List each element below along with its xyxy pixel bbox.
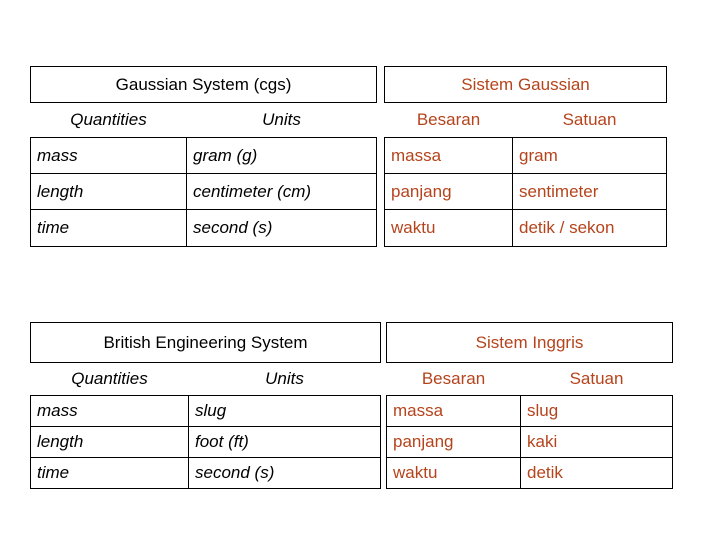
header-quantities: Quantities (70, 110, 147, 129)
unit-cell: slug (189, 396, 381, 427)
gaussian-system-table (30, 66, 667, 247)
satuan-cell: gram (513, 138, 667, 174)
unit-cell: foot (ft) (189, 427, 381, 458)
quantity-cell: time (31, 458, 189, 489)
besaran-cell: waktu (385, 210, 513, 247)
quantity-cell: length (31, 174, 187, 210)
quantity-cell: mass (31, 138, 187, 174)
satuan-cell: slug (521, 396, 673, 427)
besaran-cell: panjang (387, 427, 521, 458)
sistem-gaussian-title: Sistem Gaussian (385, 67, 667, 103)
header-besaran: Besaran (421, 369, 486, 388)
satuan-cell: detik / sekon (513, 210, 667, 247)
british-engineering-system-table (30, 322, 673, 489)
besaran-cell: panjang (385, 174, 513, 210)
quantity-cell: time (31, 210, 187, 247)
satuan-cell: kaki (521, 427, 673, 458)
header-satuan: Satuan (569, 369, 624, 388)
satuan-cell: sentimeter (513, 174, 667, 210)
besaran-cell: massa (387, 396, 521, 427)
quantity-cell: mass (31, 396, 189, 427)
gaussian-system-title: Gaussian System (cgs) (31, 67, 377, 103)
header-besaran: Besaran (416, 110, 481, 129)
satuan-cell: detik (521, 458, 673, 489)
header-units: Units (262, 110, 301, 129)
sistem-inggris-title: Sistem Inggris (387, 323, 673, 363)
unit-cell: centimeter (cm) (187, 174, 377, 210)
unit-cell: second (s) (187, 210, 377, 247)
header-quantities: Quantities (71, 369, 148, 388)
british-engineering-title: British Engineering System (31, 323, 381, 363)
header-units: Units (265, 369, 304, 388)
unit-cell: second (s) (189, 458, 381, 489)
quantity-cell: length (31, 427, 189, 458)
besaran-cell: massa (385, 138, 513, 174)
besaran-cell: waktu (387, 458, 521, 489)
unit-cell: gram (g) (187, 138, 377, 174)
header-satuan: Satuan (562, 110, 617, 129)
